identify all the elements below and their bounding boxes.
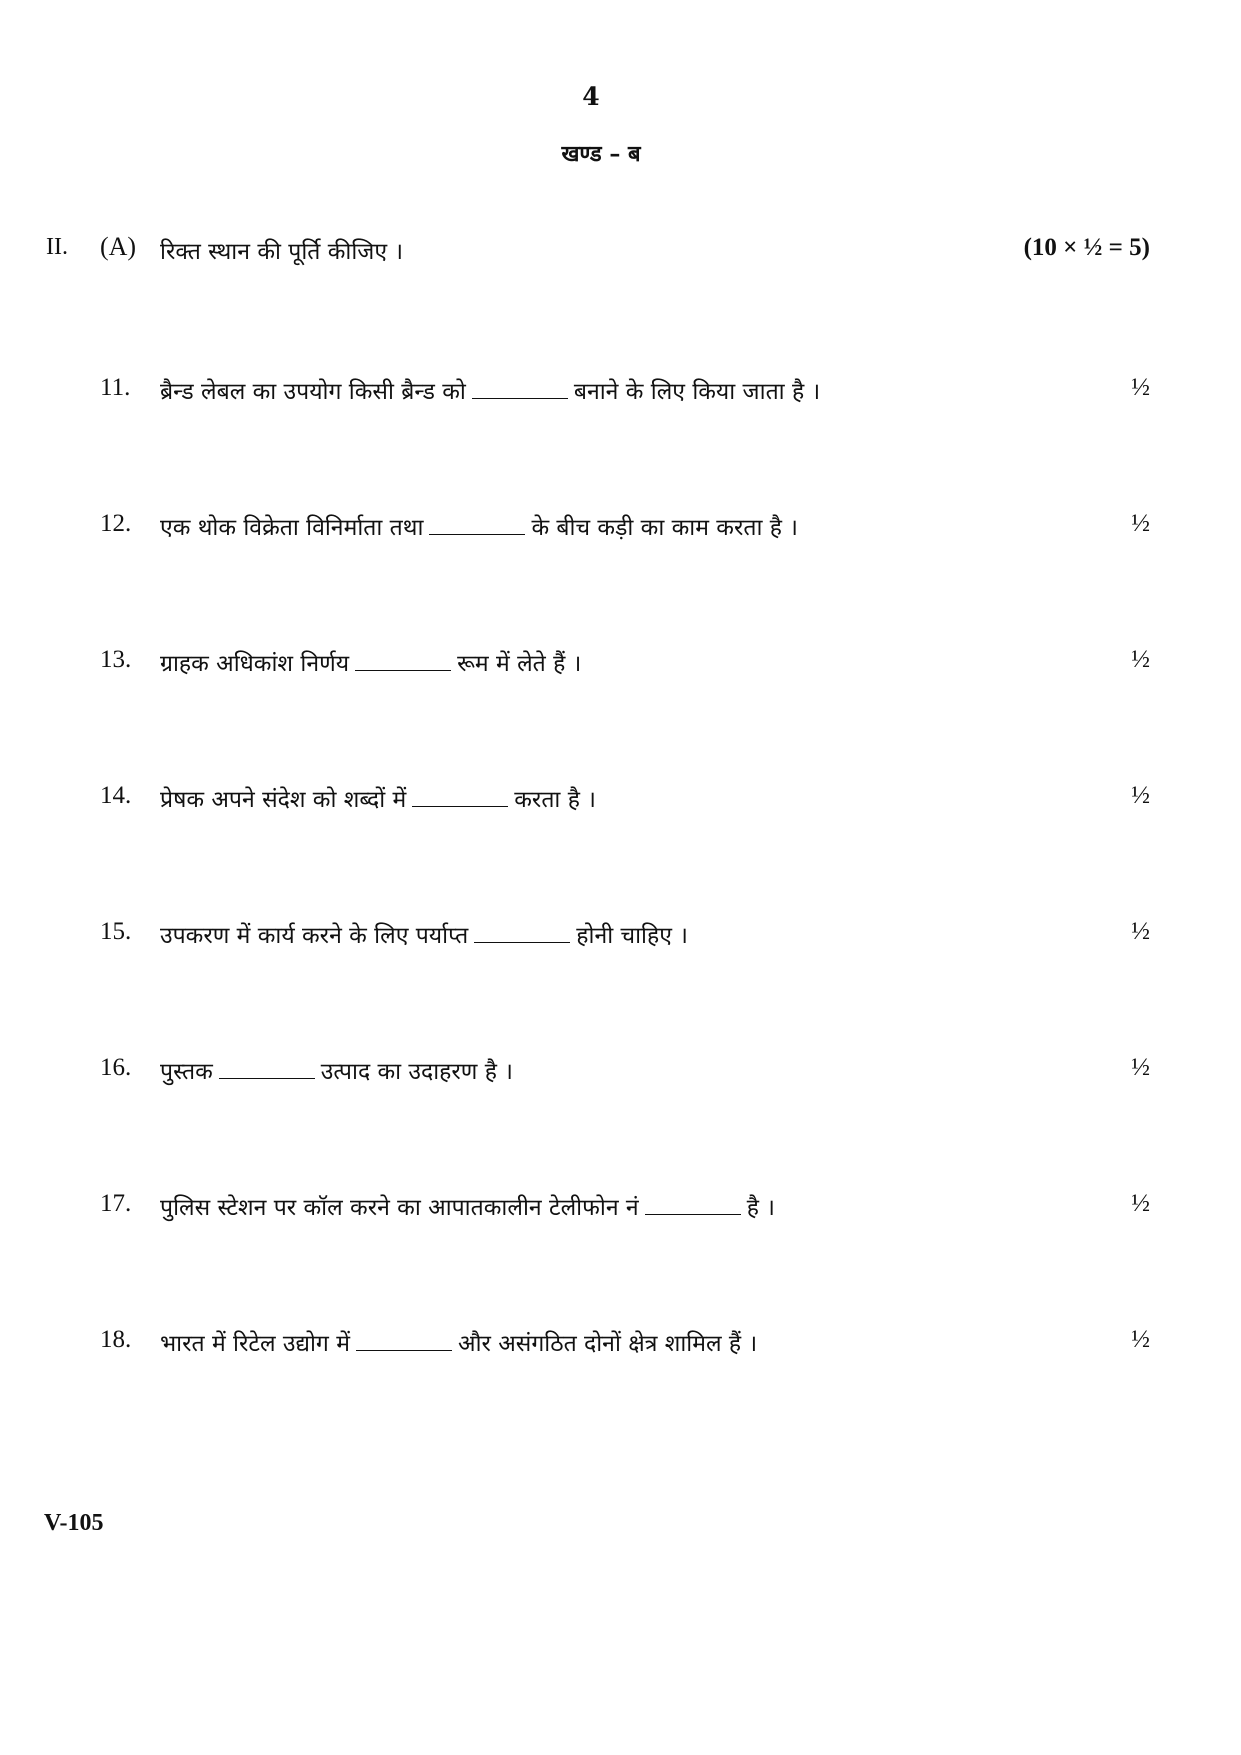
question-part-label: (A) — [100, 232, 137, 261]
item-number: 15. — [100, 918, 132, 945]
item-text-before: ग्राहक अधिकांश निर्णय — [160, 651, 350, 677]
item-text — [160, 374, 820, 406]
item-text — [160, 646, 581, 678]
fill-blank-item — [100, 778, 1150, 822]
item-marks: ½ — [1131, 1326, 1150, 1353]
item-marks: ½ — [1131, 374, 1150, 401]
item-marks: ½ — [1131, 1054, 1150, 1081]
item-number: 17. — [100, 1190, 132, 1217]
item-text — [160, 510, 798, 542]
question-header — [40, 230, 1150, 270]
answer-blank — [474, 924, 570, 943]
item-text-before: पुस्तक — [160, 1059, 213, 1085]
answer-blank — [472, 380, 568, 399]
answer-blank — [645, 1196, 741, 1215]
page-number: 4 — [582, 82, 600, 111]
item-text — [160, 1190, 775, 1222]
answer-blank — [356, 1332, 452, 1351]
item-text-before: ब्रैन्ड लेबल का उपयोग किसी ब्रैन्ड को — [160, 379, 466, 405]
paper-code: V-105 — [44, 1510, 104, 1536]
item-marks: ½ — [1131, 1190, 1150, 1217]
item-number: 13. — [100, 646, 132, 673]
fill-blank-item — [100, 1050, 1150, 1094]
item-number: 16. — [100, 1054, 132, 1081]
answer-blank — [412, 788, 508, 807]
item-text-after: के बीच कड़ी का काम करता है । — [531, 515, 798, 541]
fill-blank-item — [100, 914, 1150, 958]
question-instruction: रिक्त स्थान की पूर्ति कीजिए । — [160, 239, 404, 265]
item-text-after: रूम में लेते हैं । — [457, 651, 582, 677]
item-text-before: प्रेषक अपने संदेश को शब्दों में — [160, 787, 407, 813]
item-text-after: बनाने के लिए किया जाता है । — [573, 379, 821, 405]
item-marks: ½ — [1131, 918, 1150, 945]
fill-blank-item — [100, 370, 1150, 414]
item-marks: ½ — [1131, 510, 1150, 537]
item-text — [160, 918, 688, 950]
fill-blank-item — [100, 1186, 1150, 1230]
item-text — [160, 782, 596, 814]
fill-blank-item — [100, 506, 1150, 550]
item-marks: ½ — [1131, 646, 1150, 673]
item-number: 14. — [100, 782, 132, 809]
item-text-before: उपकरण में कार्य करने के लिए पर्याप्त — [160, 923, 469, 949]
question-marks: (10 × ½ = 5) — [1023, 234, 1150, 261]
item-text-after: है । — [746, 1195, 775, 1221]
item-text — [160, 1326, 757, 1358]
item-text-after: उत्पाद का उदाहरण है । — [320, 1059, 513, 1085]
item-number: 11. — [100, 374, 131, 401]
item-marks: ½ — [1131, 782, 1150, 809]
answer-blank — [219, 1060, 315, 1079]
item-text-before: एक थोक विक्रेता विनिर्माता तथा — [160, 515, 424, 541]
fill-blank-item — [100, 1322, 1150, 1366]
item-text-after: और असंगठित दोनों क्षेत्र शामिल हैं । — [457, 1331, 758, 1357]
item-number: 12. — [100, 510, 132, 537]
fill-blank-item — [100, 642, 1150, 686]
item-text-before: भारत में रिटेल उद्योग में — [160, 1331, 350, 1357]
item-text-after: होनी चाहिए । — [576, 923, 688, 949]
item-number: 18. — [100, 1326, 132, 1353]
section-title: खण्ड – ब — [561, 141, 641, 167]
answer-blank — [355, 652, 451, 671]
answer-blank — [429, 516, 525, 535]
item-text-after: करता है । — [514, 787, 596, 813]
item-text-before: पुलिस स्टेशन पर कॉल करने का आपातकालीन टेलीफोन नं — [160, 1195, 639, 1221]
question-roman-number: II. — [46, 234, 68, 260]
item-text — [160, 1054, 513, 1086]
